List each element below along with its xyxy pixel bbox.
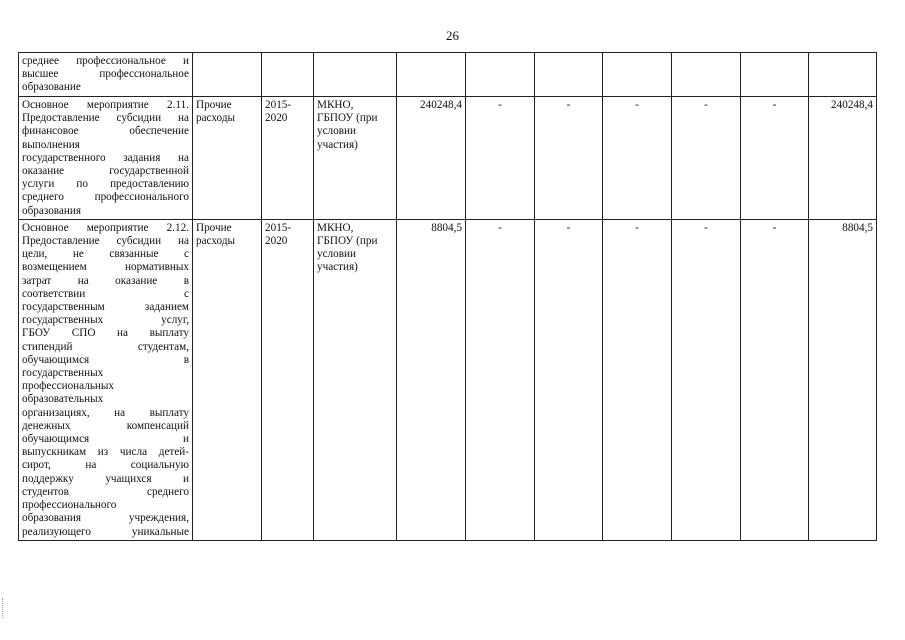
total-cell: 8804,5: [397, 219, 466, 540]
text-line: финансовое обеспечение: [22, 125, 189, 138]
executor-cell: [314, 219, 397, 540]
text-line: профессионального: [22, 499, 117, 512]
text-line: выпускникам из числа детей-: [22, 446, 189, 459]
year-cell: [603, 53, 672, 97]
text-line: образования учреждения,: [22, 512, 189, 525]
text-line: государственных: [22, 367, 104, 380]
text-line: расходы: [196, 235, 236, 248]
year-cell: -: [603, 219, 672, 540]
text-line: МКНО,: [317, 99, 354, 111]
text-line: услуги по предоставлению: [22, 178, 189, 191]
text-line: 2015-: [265, 221, 292, 234]
year-cell: -: [535, 219, 603, 540]
text-line: денежных компенсаций: [22, 419, 189, 432]
other-sources-cell: 8804,5: [809, 219, 877, 540]
text-line: Предоставление субсидии на: [22, 112, 189, 125]
year-cell: -: [672, 219, 741, 540]
page-number: 26: [446, 28, 459, 43]
text-line: государственного задания на: [22, 151, 189, 164]
other-sources-cell: [809, 53, 877, 97]
expense-type-cell: [193, 97, 262, 220]
year-cell: [741, 53, 809, 97]
other-sources-cell: 240248,4: [809, 97, 877, 220]
text-line: высшее профессиональное: [22, 68, 189, 81]
text-line: условии: [317, 125, 356, 138]
year-cell: -: [741, 97, 809, 220]
expense-type-cell: [193, 53, 262, 97]
text-line: цели, не связанные с: [22, 248, 189, 261]
text-line: обучающимся и: [22, 433, 189, 446]
text-line: поддержку учащихся и: [22, 472, 189, 485]
text-line: Основное мероприятие 2.12.: [22, 221, 189, 234]
scan-edge-mark: [2, 598, 4, 618]
text-line: ГБПОУ (при: [317, 235, 378, 248]
total-cell: [397, 53, 466, 97]
year-cell: [672, 53, 741, 97]
year-cell: [466, 53, 535, 97]
year-cell: [535, 53, 603, 97]
text-line: МКНО,: [317, 221, 354, 234]
text-line: сирот, на социальную: [22, 459, 189, 472]
table-row: [19, 53, 877, 97]
table-body: [19, 53, 877, 541]
year-cell: -: [603, 97, 672, 220]
period-cell: [262, 97, 314, 220]
text-line: реализующего уникальные: [22, 525, 189, 538]
text-line: обучающимся в: [22, 353, 189, 366]
executor-cell: [314, 53, 397, 97]
budget-table: [18, 52, 877, 541]
text-line: ГБПОУ (при: [317, 112, 378, 125]
year-cell: -: [466, 219, 535, 540]
text-line: условии: [317, 248, 356, 261]
text-line: Основное мероприятие 2.11.: [22, 99, 189, 111]
text-line: профессиональных: [22, 380, 115, 393]
executor-cell: [314, 97, 397, 220]
text-line: среднее профессиональное и: [22, 55, 189, 67]
period-cell: [262, 219, 314, 540]
year-cell: -: [535, 97, 603, 220]
text-line: 2020: [265, 235, 288, 248]
year-cell: -: [672, 97, 741, 220]
text-line: участия): [317, 138, 358, 151]
year-cell: -: [741, 219, 809, 540]
text-line: ГБОУ СПО на выплату: [22, 327, 189, 340]
text-line: 2015-: [265, 99, 292, 111]
text-line: государственных услуг,: [22, 314, 189, 327]
text-line: выполнения: [22, 138, 80, 151]
text-line: студентов среднего: [22, 485, 189, 498]
text-line: возмещением нормативных: [22, 261, 189, 274]
text-line: организациях, на выплату: [22, 406, 189, 419]
expense-type-cell: [193, 219, 262, 540]
table-row: [19, 219, 877, 540]
activity-name-cell: [19, 219, 193, 540]
text-line: 2020: [265, 112, 288, 125]
text-line: стипендий студентам,: [22, 340, 189, 353]
year-cell: -: [466, 97, 535, 220]
text-line: среднего профессионального: [22, 191, 189, 204]
text-line: затрат на оказание в: [22, 274, 189, 287]
text-line: образования: [22, 204, 82, 217]
text-line: расходы: [196, 112, 236, 125]
text-line: оказание государственной: [22, 165, 189, 178]
text-line: образовательных: [22, 393, 104, 406]
total-cell: 240248,4: [397, 97, 466, 220]
period-cell: [262, 53, 314, 97]
text-line: участия): [317, 261, 358, 274]
text-line: Прочие: [196, 221, 232, 234]
text-line: образование: [22, 81, 81, 94]
activity-name-cell: [19, 97, 193, 220]
text-line: Предоставление субсидии на: [22, 235, 189, 248]
text-line: государственным заданием: [22, 301, 189, 314]
text-line: Прочие: [196, 99, 232, 111]
table-row: [19, 97, 877, 220]
text-line: соответствии с: [22, 287, 189, 300]
activity-name-cell: [19, 53, 193, 97]
